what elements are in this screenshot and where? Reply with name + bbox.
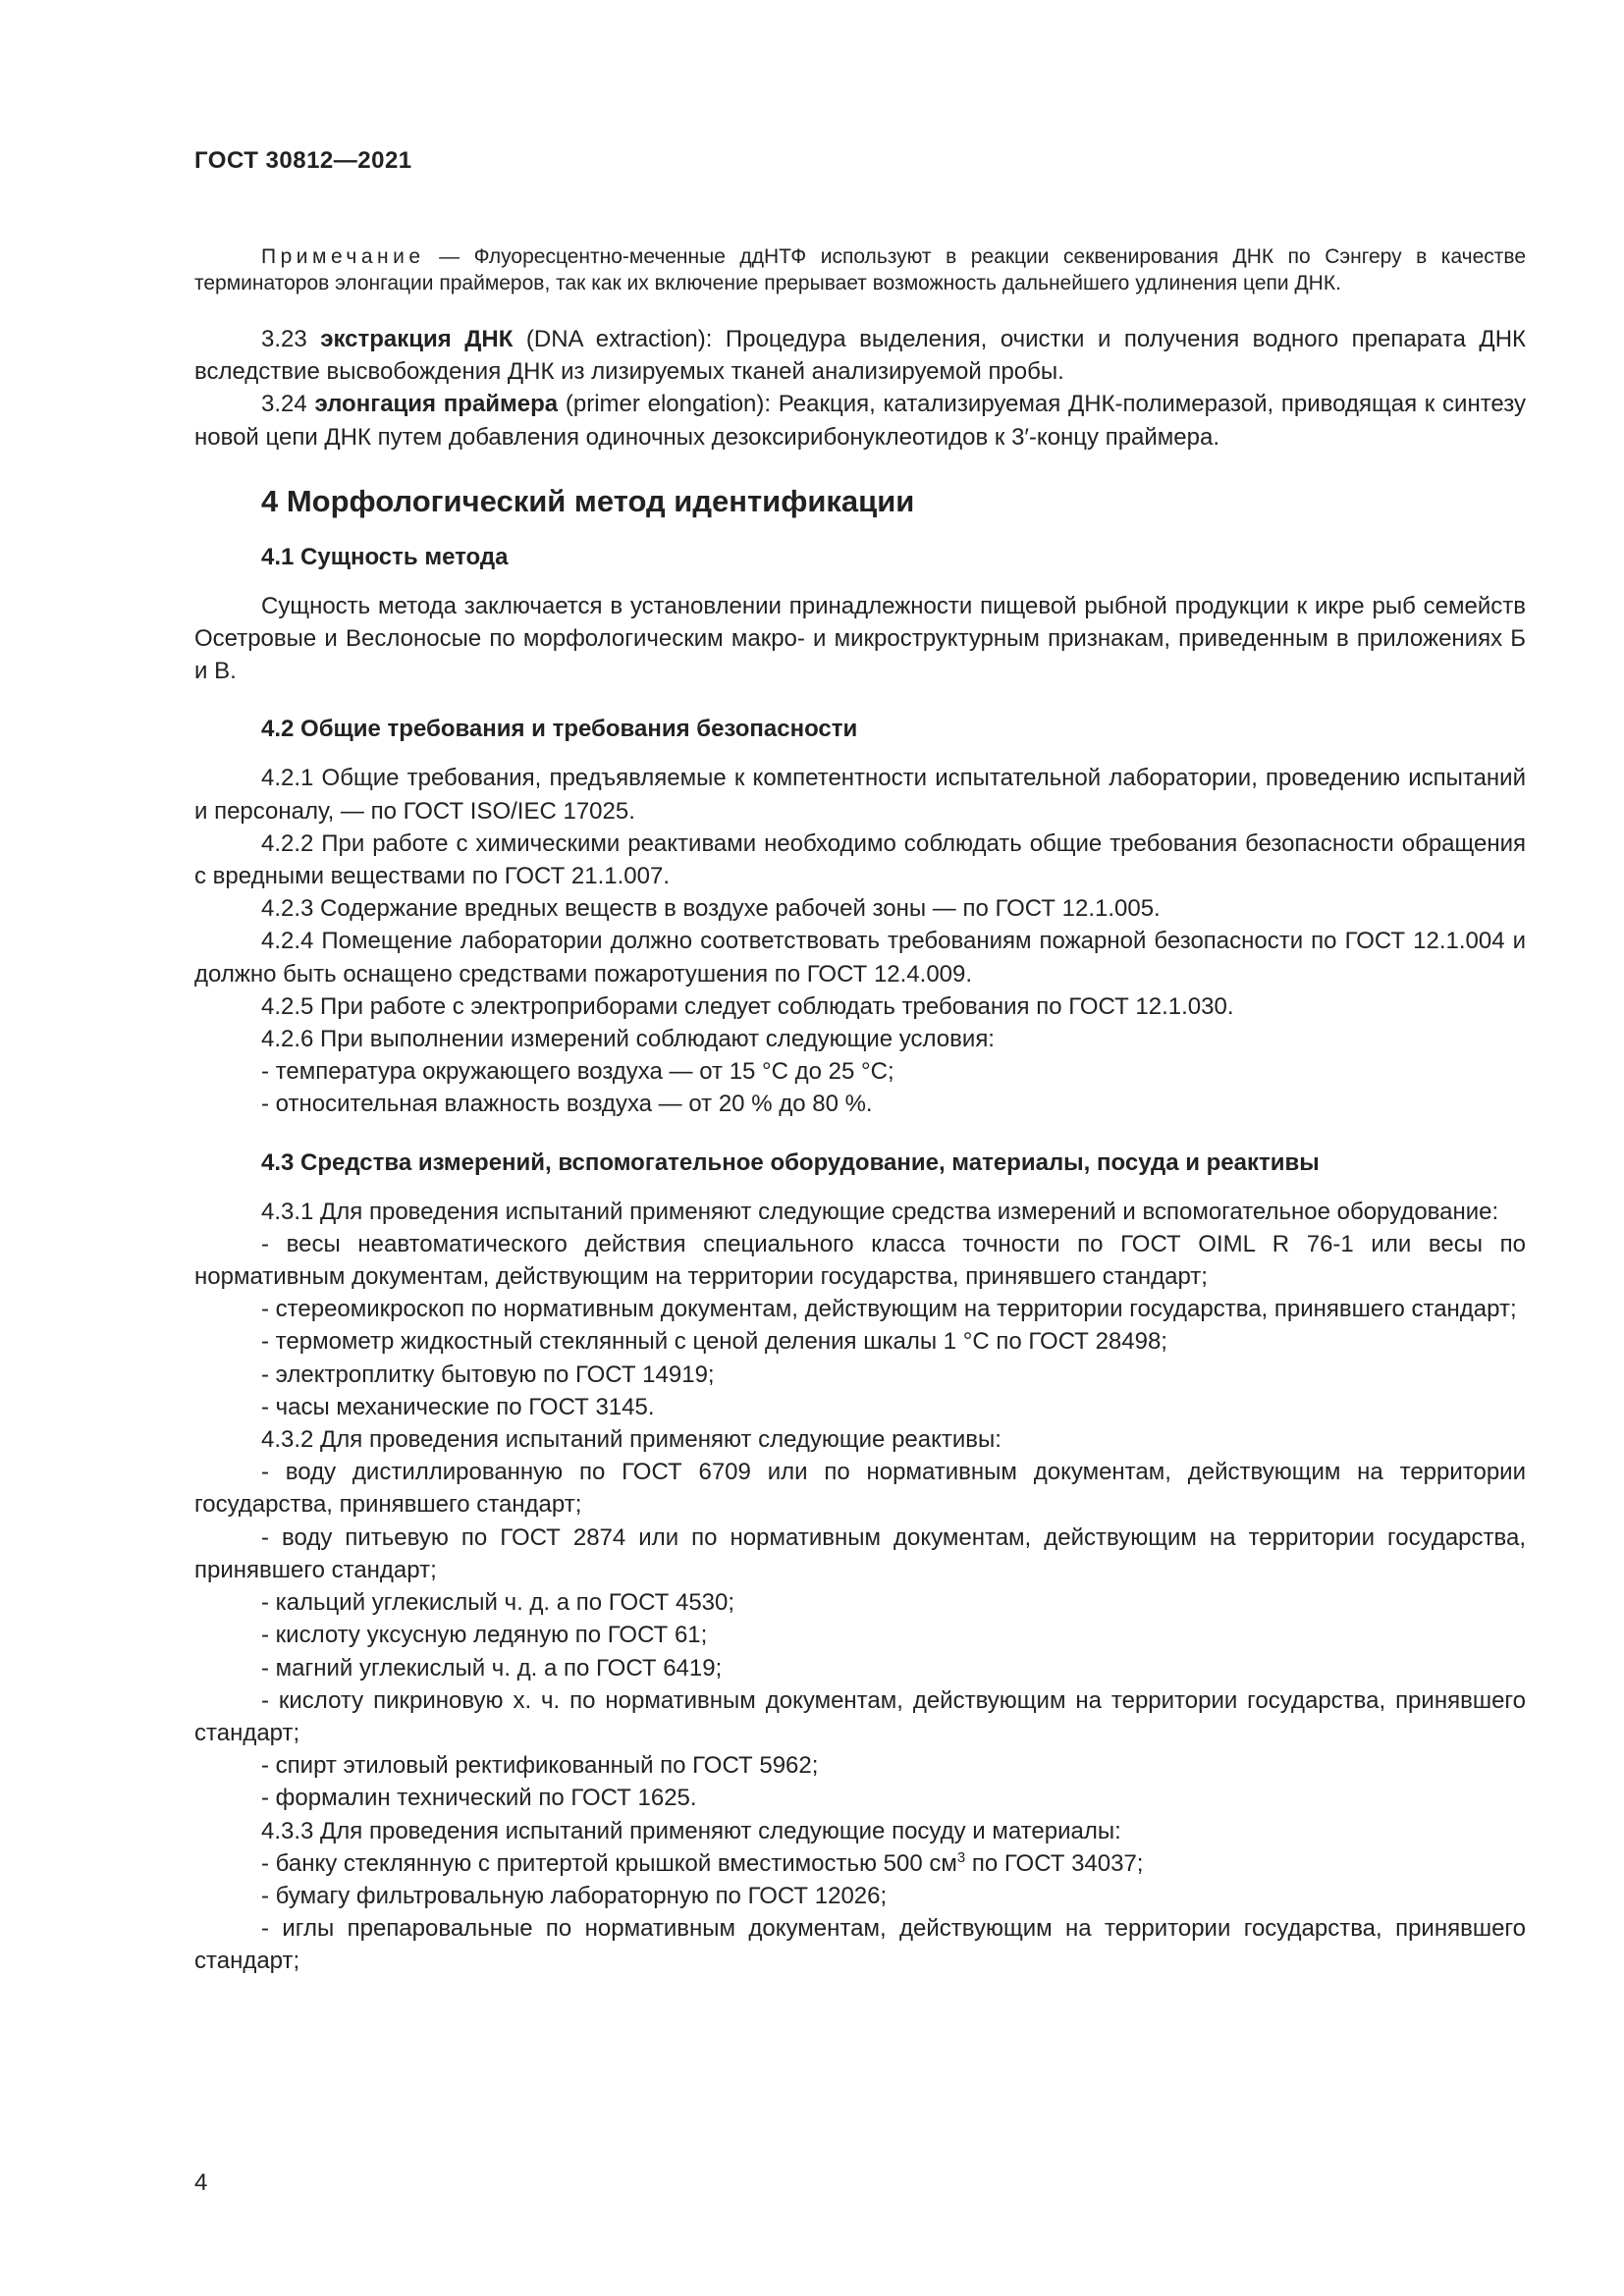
list-item: - воду питьевую по ГОСТ 2874 или по нормативным документам, действующим на территории государства, принявшего стандарт; — [194, 1523, 1526, 1583]
clause-4-3-3: 4.3.3 Для проведения испытаний применяют следующие посуду и материалы: — [261, 1817, 1121, 1844]
subsection-4-1-text: Сущность метода заключается в установлении принадлежности пищевой рыбной продукции к икре рыб семейств Осетровые и Веслоносые по морфологическим макро- и микроструктурным признакам, приведенным в приложениях Б и В. — [194, 592, 1526, 685]
condition-item: - относительная влажность воздуха — от 20 % до 80 %. — [261, 1091, 873, 1118]
list-item: - магний углекислый ч. д. а по ГОСТ 6419; — [261, 1654, 723, 1682]
document-header: ГОСТ 30812—2021 — [194, 147, 412, 174]
jar-standard: по ГОСТ 34037; — [965, 1849, 1144, 1877]
clause-4-3-2: 4.3.2 Для проведения испытаний применяют следующие реактивы: — [261, 1426, 1001, 1454]
list-item: - электроплитку бытовую по ГОСТ 14919; — [261, 1361, 715, 1388]
clause-4-2-4: 4.2.4 Помещение лаборатории должно соответствовать требованиям пожарной безопасности по ГОСТ 12.1.004 и должно быть оснащено средствами пожаротушения по ГОСТ 12.4.009. — [194, 928, 1526, 988]
page-number: 4 — [194, 2169, 208, 2196]
section-4-heading: 4 Морфологический метод идентификации — [261, 483, 915, 518]
clause-4-2-1: 4.2.1 Общие требования, предъявляемые к компетентности испытательной лаборатории, проведению испытаний и персоналу, — по ГОСТ ISO/IEC 17025. — [194, 765, 1526, 825]
list-item: - стереомикроскоп по нормативным документам, действующим на территории государства, принявшего стандарт; — [261, 1296, 1517, 1323]
jar-text: - банку стеклянную с притертой крышкой вместимостью 500 см — [261, 1849, 957, 1877]
clause-4-2-3: 4.2.3 Содержание вредных веществ в воздухе рабочей зоны — по ГОСТ 12.1.005. — [261, 895, 1161, 923]
list-item: - часы механические по ГОСТ 3145. — [261, 1393, 655, 1420]
subsection-4-1-heading: 4.1 Сущность метода — [261, 543, 509, 570]
list-item: - иглы препаровальные по нормативным документам, действующим на территории государства, принявшего стандарт; — [194, 1915, 1526, 1975]
list-item: - кислоту пикриновую х. ч. по нормативным документам, действующим на территории государства, принявшего стандарт; — [194, 1686, 1526, 1746]
subsection-4-3-heading: 4.3 Средства измерений, вспомогательное оборудование, материалы, посуда и реактивы — [261, 1148, 1320, 1176]
clause-4-3-1: 4.3.1 Для проведения испытаний применяют следующие средства измерений и вспомогательное оборудование: — [261, 1198, 1499, 1225]
list-item: - кальций углекислый ч. д. а по ГОСТ 4530; — [261, 1589, 735, 1617]
list-item: - бумагу фильтровальную лабораторную по ГОСТ 12026; — [261, 1882, 888, 1909]
definition-number: 3.23 — [261, 326, 321, 352]
definition-3-23 — [194, 323, 1526, 388]
subsection-4-2-heading: 4.2 Общие требования и требования безопасности — [261, 716, 858, 743]
clause-4-2-6: 4.2.6 При выполнении измерений соблюдают следующие условия: — [261, 1026, 995, 1053]
list-item-jar — [194, 1847, 1526, 1880]
list-item: - термометр жидкостный стеклянный с ценой деления шкалы 1 °С по ГОСТ 28498; — [261, 1328, 1167, 1356]
clause-4-2-5: 4.2.5 При работе с электроприборами следует соблюдать требования по ГОСТ 12.1.030. — [261, 992, 1234, 1020]
definition-term: экстракция ДНК — [320, 326, 514, 352]
document-page — [194, 147, 1526, 1978]
list-item: - весы неавтоматического действия специального класса точности по ГОСТ OIML R 76-1 или весы по нормативным документам, действующим на территории государства, принявшего стандарт; — [194, 1230, 1526, 1291]
condition-item: - температура окружающего воздуха — от 15 °С до 25 °С; — [261, 1058, 894, 1086]
definition-text: (DNA extraction): Процедура выделения, очистки и получения водного препарата ДНК вследствие высвобождения ДНК из лизируемых тканей анализируемой пробы. — [194, 326, 1527, 386]
definition-3-24 — [194, 388, 1526, 453]
note-paragraph — [194, 243, 1526, 296]
definition-term: элонгация праймера — [314, 391, 559, 418]
list-item: - формалин технический по ГОСТ 1625. — [261, 1785, 697, 1812]
definition-number: 3.24 — [261, 391, 315, 418]
list-item: - спирт этиловый ректификованный по ГОСТ 5962; — [261, 1752, 819, 1780]
superscript: 3 — [956, 1848, 966, 1866]
definition-text: (primer elongation): Реакция, катализируемая ДНК-полимеразой, приводящая к синтезу новой цепи ДНК путем добавления одиночных дезоксирибонуклеотидов к 3′-концу праймера. — [194, 391, 1526, 451]
note-label: Примечание — [261, 245, 425, 268]
list-item: - кислоту уксусную ледяную по ГОСТ 61; — [261, 1622, 708, 1649]
note-text: — Флуоресцентно-меченные ддНТФ используют в реакции секвенирования ДНК по Сэнгеру в качестве терминаторов элонгации праймеров, так как их включение прерывает возможность дальнейшего удлинения цепи ДНК. — [194, 245, 1526, 294]
list-item: - воду дистиллированную по ГОСТ 6709 или по нормативным документам, действующим на территории государства, принявшего стандарт; — [194, 1459, 1526, 1519]
clause-4-2-2: 4.2.2 При работе с химическими реактивами необходимо соблюдать общие требования безопасности обращения с вредными веществами по ГОСТ 21.1.007. — [194, 829, 1526, 890]
